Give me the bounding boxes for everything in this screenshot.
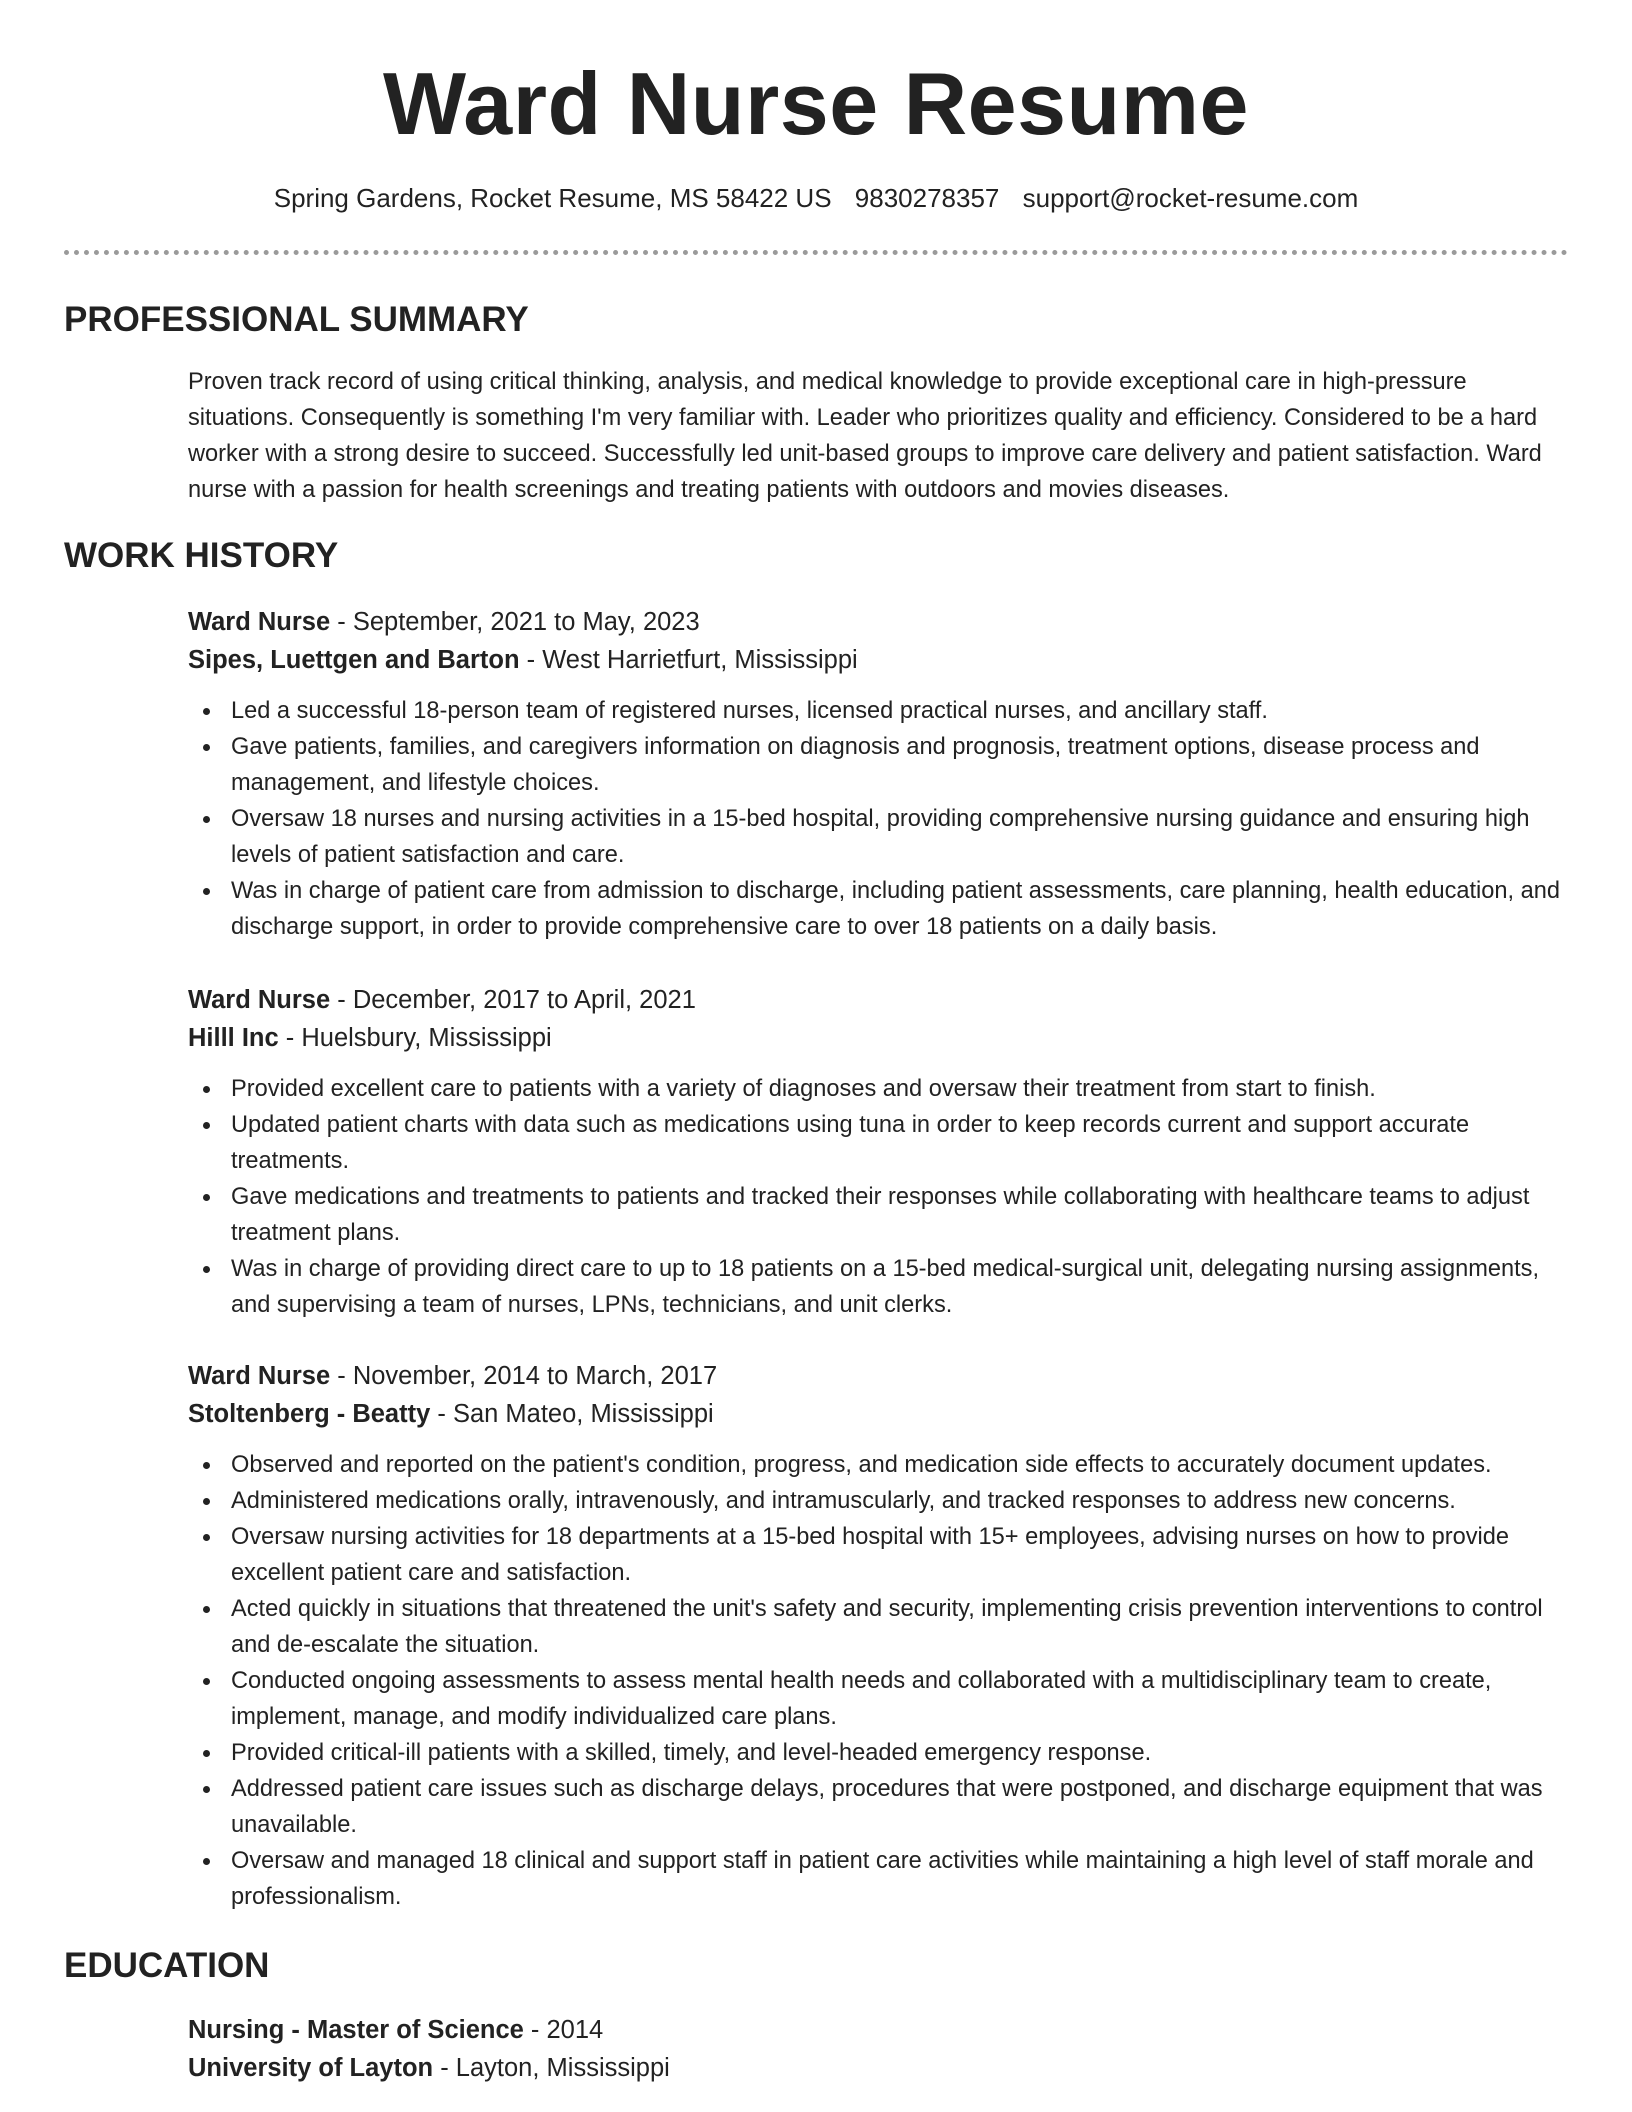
job-bullet: Acted quickly in situations that threatened the unit's safety and security, implementing crisis prevention interventions to control and de-escalate the situation. <box>231 1591 1568 1663</box>
job-entry <box>188 1357 1568 1915</box>
section-title-summary: PROFESSIONAL SUMMARY <box>64 300 529 339</box>
job-bullet: Observed and reported on the patient's condition, progress, and medication side effects to accurately document updates. <box>231 1447 1568 1483</box>
job-role-line <box>188 981 1568 1019</box>
job-location: - West Harrietfurt, Mississippi <box>519 646 858 674</box>
job-bullets <box>188 693 1568 945</box>
education-degree: Nursing - Master of Science <box>188 2016 524 2044</box>
job-dates: - November, 2014 to March, 2017 <box>330 1362 718 1390</box>
job-dates: - September, 2021 to May, 2023 <box>330 608 700 636</box>
job-bullet: Oversaw and managed 18 clinical and support staff in patient care activities while maintaining a high level of staff morale and professionalism. <box>231 1843 1568 1915</box>
job-company: Stoltenberg - Beatty <box>188 1400 431 1428</box>
education-entry <box>188 2011 1568 2087</box>
resume-title: Ward Nurse Resume <box>383 54 1249 153</box>
contact-phone: 9830278357 <box>854 183 1000 213</box>
job-bullet: Addressed patient care issues such as discharge delays, procedures that were postponed, and discharge equipment that was unavailable. <box>231 1771 1568 1843</box>
job-bullet: Oversaw nursing activities for 18 departments at a 15-bed hospital with 15+ employees, advising nurses on how to provide excellent patient care and satisfaction. <box>231 1519 1568 1591</box>
job-bullets <box>188 1447 1568 1915</box>
job-bullets <box>188 1071 1568 1323</box>
job-bullet: Oversaw 18 nurses and nursing activities in a 15-bed hospital, providing comprehensive nursing guidance and ensuring high levels of patient satisfaction and care. <box>231 801 1568 873</box>
education-location: - Layton, Mississippi <box>433 2054 670 2082</box>
job-bullet: Led a successful 18-person team of registered nurses, licensed practical nurses, and ancillary staff. <box>231 693 1568 729</box>
job-bullet: Provided critical-ill patients with a skilled, timely, and level-headed emergency response. <box>231 1735 1568 1771</box>
section-title-education: EDUCATION <box>64 1946 270 1985</box>
job-role: Ward Nurse <box>188 608 331 636</box>
job-entry <box>188 603 1568 945</box>
job-bullet: Conducted ongoing assessments to assess mental health needs and collaborated with a multidisciplinary team to create, implement, manage, and modify individualized care plans. <box>231 1663 1568 1735</box>
education-year: - 2014 <box>523 2016 604 2044</box>
job-company-line <box>188 1395 1568 1433</box>
job-company-line <box>188 1019 1568 1057</box>
job-company-line <box>188 641 1568 679</box>
section-title-work-history: WORK HISTORY <box>64 536 339 575</box>
job-role: Ward Nurse <box>188 1362 331 1390</box>
job-bullet: Gave medications and treatments to patients and tracked their responses while collaborating with healthcare teams to adjust treatment plans. <box>231 1179 1568 1251</box>
job-bullet: Administered medications orally, intravenously, and intramuscularly, and tracked responses to address new concerns. <box>231 1483 1568 1519</box>
job-role-line <box>188 603 1568 641</box>
job-location: - Huelsbury, Mississippi <box>278 1024 552 1052</box>
job-bullet: Gave patients, families, and caregivers information on diagnosis and prognosis, treatment options, disease process and management, and lifestyle choices. <box>231 729 1568 801</box>
contact-line <box>0 180 1632 216</box>
job-bullet: Provided excellent care to patients with a variety of diagnoses and oversaw their treatment from start to finish. <box>231 1071 1568 1107</box>
education-school: University of Layton <box>188 2054 434 2082</box>
education-school-line <box>188 2049 1568 2087</box>
job-role-line <box>188 1357 1568 1395</box>
summary-text: Proven track record of using critical thinking, analysis, and medical knowledge to provide exceptional care in high-pressure situations. Consequently is something I'm very familiar with. Leader who prioritizes quality and efficiency. Considered to be a hard worker with a strong desire to succeed. Successfully led unit-based groups to improve care delivery and patient satisfaction. Ward nurse with a passion for health screenings and treating patients with outdoors and movies diseases. <box>188 369 1542 503</box>
job-entry <box>188 981 1568 1323</box>
job-company: Sipes, Luettgen and Barton <box>188 646 520 674</box>
job-dates: - December, 2017 to April, 2021 <box>330 986 696 1014</box>
job-bullet: Was in charge of patient care from admission to discharge, including patient assessments, care planning, health education, and discharge support, in order to provide comprehensive care to over 18 patients on a daily basis. <box>231 873 1568 945</box>
education-degree-line <box>188 2011 1568 2049</box>
contact-address: Spring Gardens, Rocket Resume, MS 58422 US <box>273 183 832 213</box>
job-company: Hilll Inc <box>188 1024 279 1052</box>
job-location: - San Mateo, Mississippi <box>430 1400 714 1428</box>
contact-email: support@rocket-resume.com <box>1022 183 1359 213</box>
header-divider <box>64 250 1568 255</box>
job-bullet: Was in charge of providing direct care to up to 18 patients on a 15-bed medical-surgical unit, delegating nursing assignments, and supervising a team of nurses, LPNs, technicians, and unit clerks. <box>231 1251 1568 1323</box>
job-role: Ward Nurse <box>188 986 331 1014</box>
job-bullet: Updated patient charts with data such as medications using tuna in order to keep records current and support accurate treatments. <box>231 1107 1568 1179</box>
